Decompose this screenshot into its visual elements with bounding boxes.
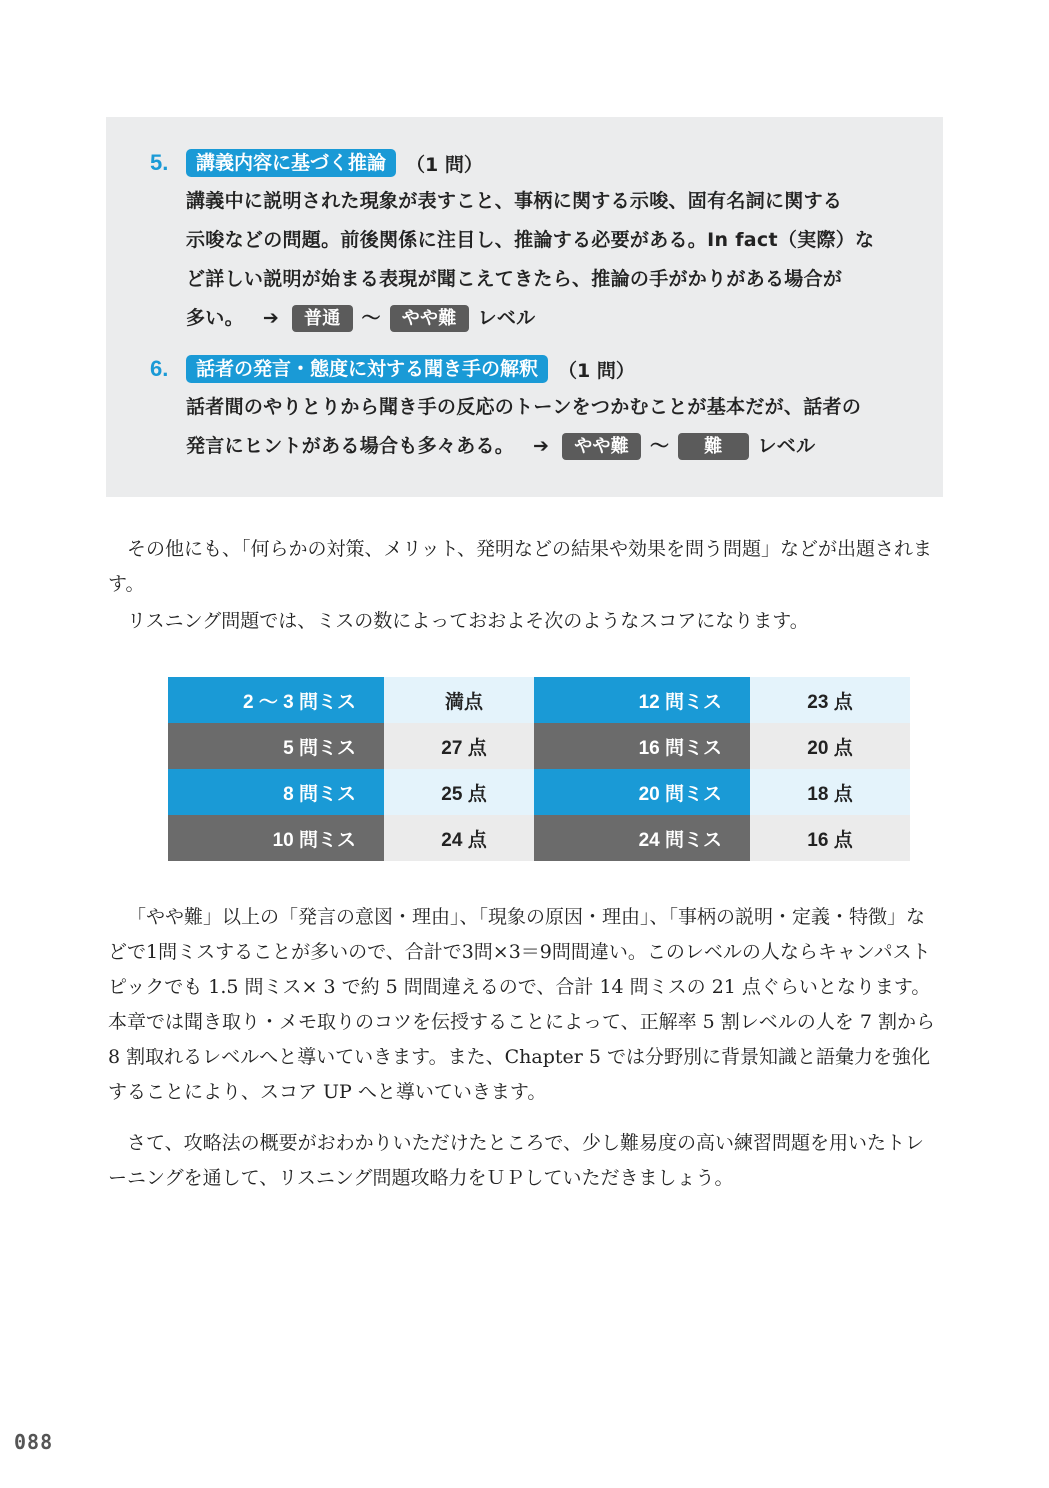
- item-line-end: 多い。: [186, 307, 244, 329]
- question-type-5: [150, 146, 930, 338]
- tilde: 〜: [650, 435, 670, 457]
- score-value: 20 点: [750, 723, 910, 769]
- score-value: 24 点: [384, 815, 544, 861]
- level-badge-to: 難: [678, 433, 748, 460]
- level-badge-to: やや難: [390, 305, 469, 332]
- miss-count: 10 問ミス: [168, 815, 384, 861]
- question-type-6: [150, 352, 930, 466]
- table-row: [534, 677, 910, 723]
- level-badge-from: 普通: [292, 305, 353, 332]
- tilde: 〜: [361, 307, 381, 329]
- miss-count: 5 問ミス: [168, 723, 384, 769]
- score-value: 18 点: [750, 769, 910, 815]
- item-tag: 講義内容に基づく推論: [186, 149, 396, 177]
- intro-paragraph-2: リスニング問題では、ミスの数によっておおよそ次のようなスコアになります。: [127, 610, 809, 632]
- body-paragraph-1: 「やや難」以上の「発言の意図・理由」、「現象の原因・理由」、「事柄の説明・定義・特徴」などで1問ミスすることが多いので、合計で3問×3＝9問間違い。このレベルの人ならキャンパストピックでも 1.5 問ミス× 3 で約 5 問間違えるので、合計 14 問ミスの 21 点ぐらいとなります。本章では聞き取り・メモ取りのコツを伝授することによって、正解率 5 割レベルの人を 7 割から 8 割取れるレベルへと導いていきます。また、Chapter 5 では分野別に背景知識と語彙力を強化することにより、スコア UP へと導いていきます。: [108, 906, 935, 1103]
- table-row: [168, 723, 544, 769]
- miss-count: 2 〜 3 問ミス: [168, 677, 384, 723]
- table-row: [168, 769, 544, 815]
- item-number: 6.: [150, 356, 169, 381]
- table-row: [534, 815, 910, 861]
- table-row: [534, 769, 910, 815]
- score-value: 23 点: [750, 677, 910, 723]
- item-level-line: [186, 427, 930, 466]
- item-number: 5.: [150, 150, 169, 175]
- item-line: 示唆などの問題。前後関係に注目し、推論する必要がある。In fact（実際）な: [186, 229, 875, 251]
- item-level-line: [186, 299, 930, 338]
- item-line-end: 発言にヒントがある場合も多々ある。: [186, 435, 515, 457]
- score-value: 25 点: [384, 769, 544, 815]
- score-value: 満点: [384, 677, 544, 723]
- intro-paragraph-1: その他にも、「何らかの対策、メリット、発明などの結果や効果を問う問題」などが出題されます。: [108, 538, 933, 595]
- level-suffix: レベル: [477, 307, 536, 329]
- miss-count: 20 問ミス: [534, 769, 750, 815]
- score-value: 27 点: [384, 723, 544, 769]
- arrow-icon: ➔: [533, 435, 550, 457]
- miss-count: 12 問ミス: [534, 677, 750, 723]
- score-table-left: [168, 677, 544, 861]
- item-tag: 話者の発言・態度に対する聞き手の解釈: [186, 355, 548, 383]
- arrow-icon: ➔: [262, 307, 280, 329]
- table-row: [534, 723, 910, 769]
- item-line: 講義中に説明された現象が表すこと、事柄に関する示唆、固有名詞に関する: [186, 190, 843, 212]
- item-line: 話者間のやりとりから聞き手の反応のトーンをつかむことが基本だが、話者の: [186, 396, 862, 418]
- table-row: [168, 815, 544, 861]
- miss-count: 8 問ミス: [168, 769, 384, 815]
- table-row: [168, 677, 544, 723]
- page-number: 088: [14, 1430, 54, 1454]
- item-count: （1 問）: [406, 153, 483, 176]
- score-value: 16 点: [750, 815, 910, 861]
- score-table-right: [534, 677, 910, 861]
- item-count: （1 問）: [558, 359, 635, 382]
- item-line: ど詳しい説明が始まる表現が聞こえてきたら、推論の手がかりがある場合が: [186, 268, 843, 290]
- miss-count: 24 問ミス: [534, 815, 750, 861]
- body-paragraph-2: さて、攻略法の概要がおわかりいただけたところで、少し難易度の高い練習問題を用いたトレーニングを通して、リスニング問題攻略力をＵＰしていただきましょう。: [108, 1132, 925, 1189]
- miss-count: 16 問ミス: [534, 723, 750, 769]
- level-badge-from: やや難: [562, 433, 641, 460]
- level-suffix: レベル: [757, 435, 816, 457]
